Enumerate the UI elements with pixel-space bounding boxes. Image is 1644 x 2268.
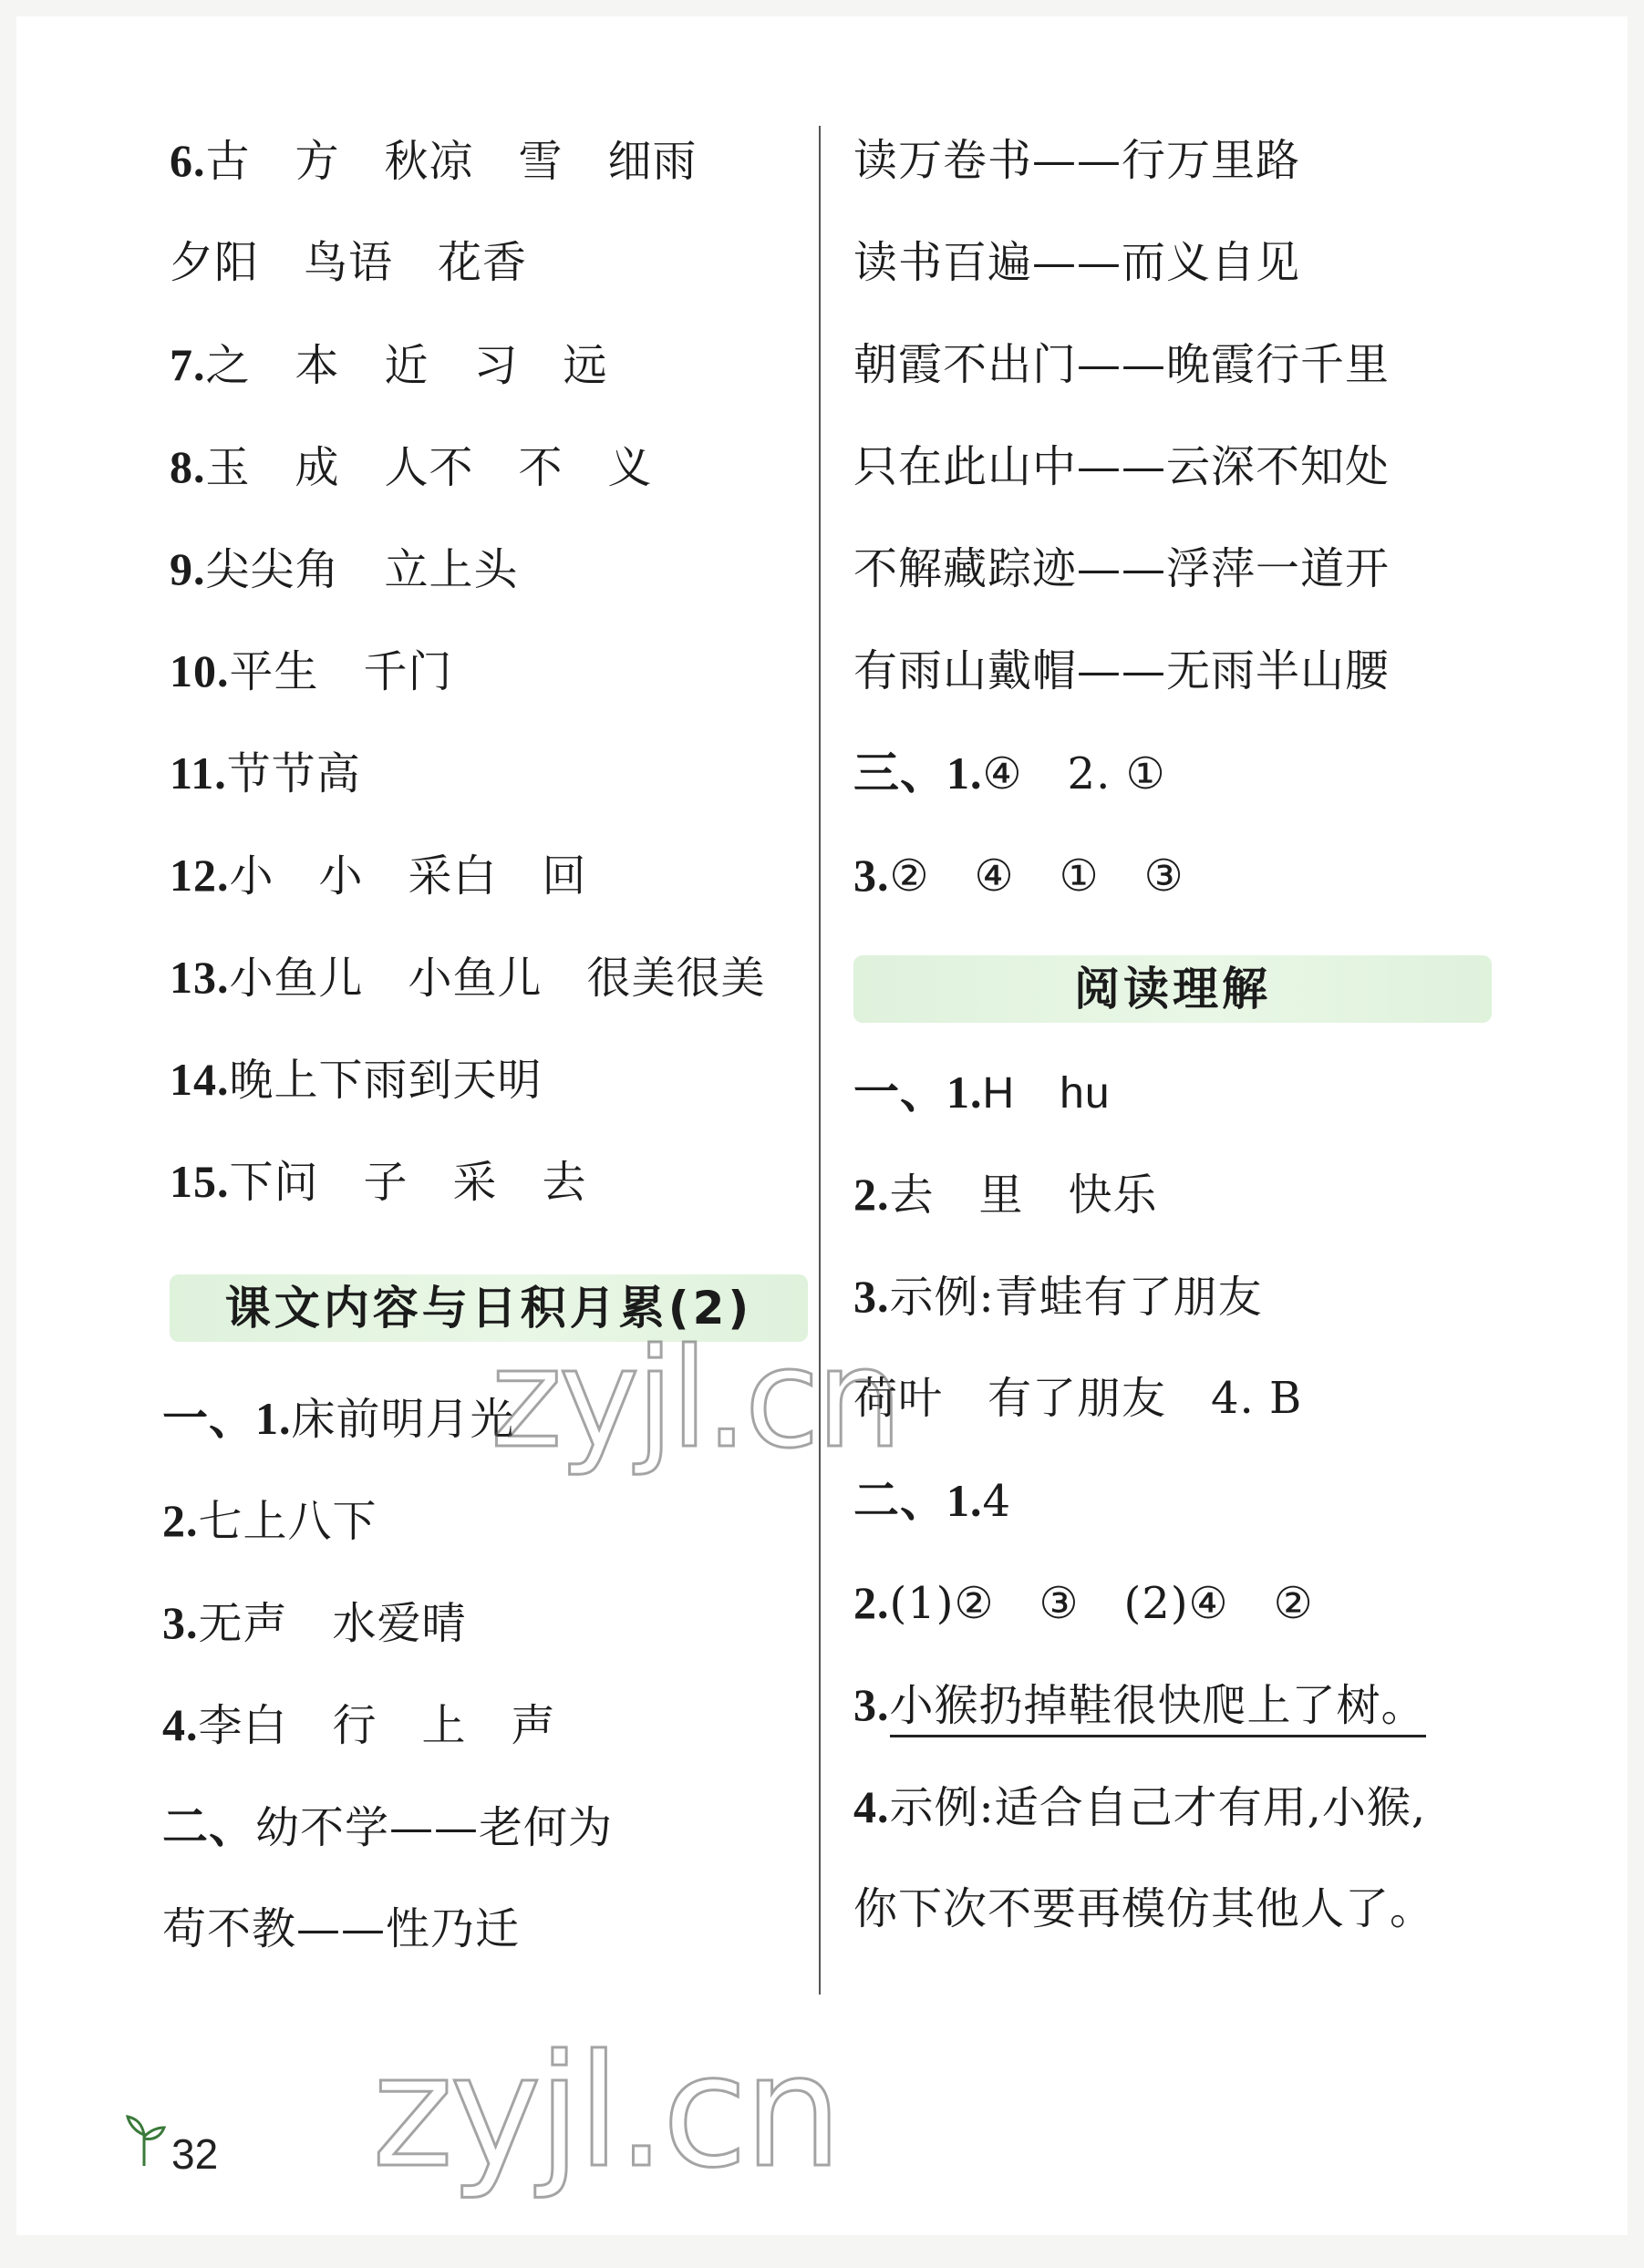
answer-line: 12.小 小 采白 回 [170, 850, 587, 902]
answer-line: 朝霞不出门——晚霞行千里 [853, 339, 1391, 390]
answer-line: 读书百遍——而义自见 [853, 237, 1301, 288]
answer-line: 8.玉 成 人不 不 义 [170, 441, 653, 493]
watermark: zyjl.cn [491, 1320, 900, 1479]
answer-line: 9.尖尖角 立上头 [170, 543, 519, 595]
section-title: 课文内容与日积月累(2) [170, 1274, 808, 1342]
answer-line: 4.示例:适合自己才有用,小猴, [853, 1781, 1427, 1833]
answer-line: 只在此山中——云深不知处 [853, 441, 1391, 492]
page-number: 32 [171, 2130, 219, 2178]
answer-line: 7.之 本 近 习 远 [170, 339, 608, 391]
sprout-icon [124, 2113, 166, 2168]
answer-line: 你下次不要再模仿其他人了。 [853, 1883, 1435, 1934]
answer-line: 15.下问 子 采 去 [170, 1156, 587, 1208]
answer-line: 3.② ④ ① ③ [853, 850, 1184, 902]
column-divider [819, 126, 821, 1995]
answer-line: 3.无声 水爱晴 [162, 1597, 467, 1649]
answer-line: 3.小猴扔掉鞋很快爬上了树。 [853, 1677, 1426, 1737]
answer-line: 2.七上八下 [162, 1495, 377, 1547]
answer-line: 苟不教——性乃迁 [162, 1903, 521, 1954]
answer-line: 3.示例:青蛙有了朋友 [853, 1271, 1263, 1323]
answer-line: 一、1.床前明月光 [162, 1393, 515, 1445]
answer-line: 三、1.④ 2. ① [853, 747, 1166, 799]
answer-line: 10.平生 千门 [170, 645, 453, 697]
answer-line: 二、幼不学——老何为 [162, 1801, 614, 1853]
answer-line: 二、1.4 [853, 1475, 1012, 1527]
answer-line: 不解藏踪迹——浮萍一道开 [853, 543, 1391, 594]
answer-line: 荷叶 有了朋友 4. B [853, 1373, 1303, 1424]
underlined-answer: 小猴扔掉鞋很快爬上了树。 [890, 1678, 1426, 1737]
answer-line: 2.去 里 快乐 [853, 1169, 1158, 1221]
answer-line: 有雨山戴帽——无雨半山腰 [853, 645, 1391, 696]
section-title: 阅读理解 [853, 955, 1492, 1023]
answer-line: 一、1.H hu [853, 1067, 1111, 1118]
watermark: zyjl.cn [372, 2022, 839, 2202]
answer-line: 14.晚上下雨到天明 [170, 1054, 543, 1106]
answer-page [16, 16, 1628, 2235]
answer-line: 11.节节高 [170, 747, 361, 799]
answer-line: 夕阳 鸟语 花香 [170, 237, 528, 288]
answer-line: 6.古 方 秋凉 雪 细雨 [170, 135, 698, 187]
answer-line: 读万卷书——行万里路 [853, 135, 1301, 186]
answer-line: 2.(1)② ③ (2)④ ② [853, 1577, 1314, 1629]
answer-line: 4.李白 行 上 声 [162, 1699, 556, 1751]
answer-line: 13.小鱼儿 小鱼儿 很美很美 [170, 952, 766, 1004]
